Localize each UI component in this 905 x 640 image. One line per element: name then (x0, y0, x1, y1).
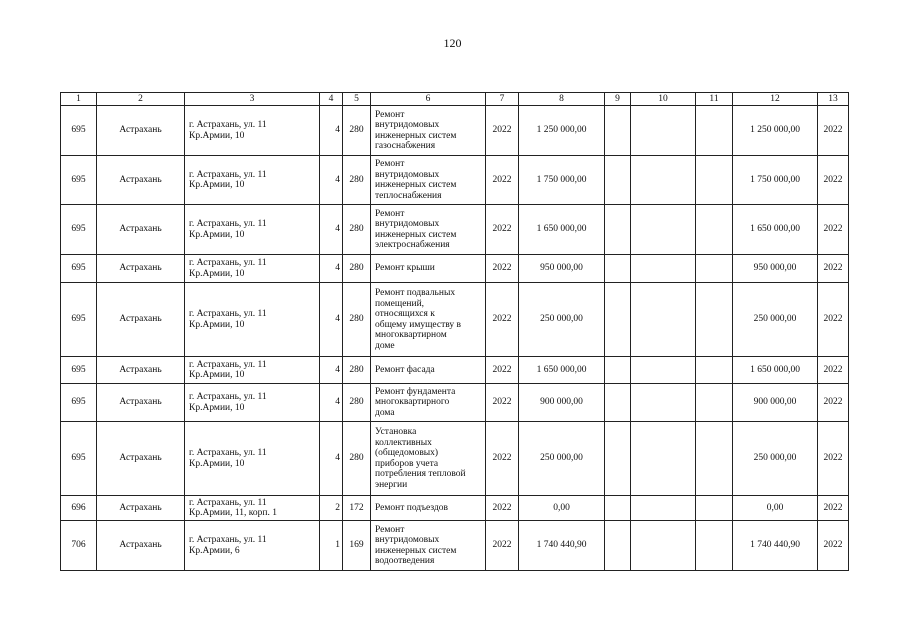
floors-cell: 4 (320, 255, 343, 283)
empty-cell (631, 384, 696, 422)
work-type-cell (371, 422, 486, 496)
work-type-line: Ремонт (375, 159, 405, 169)
completion-year-cell: 2022 (818, 496, 849, 521)
completion-year-cell: 2022 (818, 156, 849, 205)
year-cell: 2022 (486, 521, 519, 571)
total-cost-cell: 1 650 000,00 (733, 357, 818, 384)
apartments-cell: 280 (343, 205, 371, 255)
empty-cell (631, 357, 696, 384)
floors-cell: 4 (320, 205, 343, 255)
work-type-line: многоквартирном (375, 330, 447, 340)
empty-cell (696, 156, 733, 205)
city-cell: Астрахань (97, 422, 185, 496)
address-line: г. Астрахань, ул. 11 (189, 120, 267, 130)
work-type-line: внутридомовых (375, 169, 440, 180)
table-row (61, 255, 849, 283)
table-row (61, 422, 849, 496)
column-header: 9 (605, 93, 631, 106)
table-row (61, 205, 849, 255)
work-type-line: Ремонт (375, 524, 405, 535)
empty-cell (605, 496, 631, 521)
cost-cell: 250 000,00 (519, 283, 605, 357)
year-cell: 2022 (486, 357, 519, 384)
work-type-cell (371, 496, 486, 521)
address-line: г. Астрахань, ул. 11 (189, 169, 267, 180)
empty-cell (631, 255, 696, 283)
completion-year-cell: 2022 (818, 106, 849, 156)
city-cell: Астрахань (97, 357, 185, 384)
column-header: 7 (486, 93, 519, 106)
column-header: 13 (818, 93, 849, 106)
work-type-line: внутридомовых (375, 120, 440, 130)
table-row (61, 521, 849, 571)
column-header: 3 (185, 93, 320, 106)
cost-cell: 1 740 440,90 (519, 521, 605, 571)
work-type-line: Установка (375, 427, 417, 437)
address-line: г. Астрахань, ул. 11 (189, 258, 267, 268)
work-type-line: инженерных систем (375, 545, 457, 556)
floors-cell: 4 (320, 422, 343, 496)
work-type-line: (общедомовых) (375, 448, 439, 458)
apartments-cell: 172 (343, 496, 371, 521)
work-type-cell (371, 106, 486, 156)
work-type-line: помещений, (375, 298, 425, 309)
address-line: г. Астрахань, ул. 11 (189, 359, 267, 370)
city-cell: Астрахань (97, 255, 185, 283)
work-type-line: Ремонт крыши (375, 263, 435, 274)
total-cost-cell: 950 000,00 (733, 255, 818, 283)
cost-cell: 950 000,00 (519, 255, 605, 283)
address-line: г. Астрахань, ул. 11 (189, 497, 267, 508)
work-type-cell (371, 156, 486, 205)
cost-cell: 1 650 000,00 (519, 357, 605, 384)
work-type-line: многоквартирного (375, 397, 450, 408)
apartments-cell: 280 (343, 422, 371, 496)
empty-cell (605, 521, 631, 571)
address-line: Кр.Армии, 10 (189, 402, 245, 413)
work-type-cell (371, 384, 486, 422)
work-type-cell (371, 357, 486, 384)
table-row (61, 357, 849, 384)
work-type-cell (371, 255, 486, 283)
row-number-cell: 695 (61, 283, 97, 357)
work-type-line: внутридомовых (375, 219, 440, 229)
city-cell: Астрахань (97, 205, 185, 255)
address-line: Кр.Армии, 6 (189, 545, 240, 556)
header-row (61, 93, 849, 106)
empty-cell (696, 496, 733, 521)
work-type-line: доме (375, 340, 395, 351)
column-header: 5 (343, 93, 371, 106)
row-number-cell: 695 (61, 422, 97, 496)
cost-cell: 0,00 (519, 496, 605, 521)
address-cell (185, 255, 320, 283)
work-type-line: Ремонт подвальных (375, 288, 456, 298)
apartments-cell: 280 (343, 106, 371, 156)
total-cost-cell: 1 750 000,00 (733, 156, 818, 205)
empty-cell (631, 156, 696, 205)
address-line: г. Астрахань, ул. 11 (189, 219, 267, 229)
city-cell: Астрахань (97, 106, 185, 156)
column-header: 11 (696, 93, 733, 106)
work-type-line: инженерных систем (375, 130, 457, 141)
address-cell (185, 496, 320, 521)
address-cell (185, 384, 320, 422)
empty-cell (696, 255, 733, 283)
cost-cell: 250 000,00 (519, 422, 605, 496)
year-cell: 2022 (486, 255, 519, 283)
work-type-line: Ремонт фасада (375, 364, 435, 375)
address-line: г. Астрахань, ул. 11 (189, 392, 267, 402)
address-line: г. Астрахань, ул. 11 (189, 535, 267, 545)
completion-year-cell: 2022 (818, 357, 849, 384)
city-cell: Астрахань (97, 384, 185, 422)
work-type-cell (371, 205, 486, 255)
apartments-cell: 280 (343, 255, 371, 283)
work-type-line: общему имуществу в (375, 319, 462, 330)
address-line: Кр.Армии, 10 (189, 229, 245, 240)
completion-year-cell: 2022 (818, 384, 849, 422)
completion-year-cell: 2022 (818, 422, 849, 496)
total-cost-cell: 250 000,00 (733, 422, 818, 496)
table-row (61, 496, 849, 521)
work-type-cell (371, 283, 486, 357)
column-header: 10 (631, 93, 696, 106)
row-number-cell: 696 (61, 496, 97, 521)
floors-cell: 4 (320, 106, 343, 156)
work-type-line: приборов учета (375, 458, 439, 469)
completion-year-cell: 2022 (818, 521, 849, 571)
address-cell (185, 156, 320, 205)
cost-cell: 1 250 000,00 (519, 106, 605, 156)
city-cell: Астрахань (97, 496, 185, 521)
work-type-line: теплоснабжения (375, 190, 442, 201)
page-number: 120 (443, 36, 462, 50)
completion-year-cell: 2022 (818, 283, 849, 357)
empty-cell (605, 156, 631, 205)
work-type-line: Ремонт подъездов (375, 502, 449, 513)
address-cell (185, 357, 320, 384)
empty-cell (696, 283, 733, 357)
year-cell: 2022 (486, 106, 519, 156)
row-number-cell: 706 (61, 521, 97, 571)
empty-cell (631, 496, 696, 521)
empty-cell (605, 384, 631, 422)
year-cell: 2022 (486, 283, 519, 357)
year-cell: 2022 (486, 422, 519, 496)
empty-cell (696, 205, 733, 255)
address-cell (185, 422, 320, 496)
row-number-cell: 695 (61, 106, 97, 156)
address-cell (185, 283, 320, 357)
cost-cell: 1 750 000,00 (519, 156, 605, 205)
floors-cell: 2 (320, 496, 343, 521)
column-header: 1 (61, 93, 97, 106)
address-line: Кр.Армии, 10 (189, 370, 245, 380)
work-type-line: электроснабжения (375, 240, 450, 250)
work-type-line: Ремонт фундамента (375, 386, 456, 397)
work-type-line: Ремонт (375, 208, 405, 219)
address-line: Кр.Армии, 10 (189, 268, 245, 279)
total-cost-cell: 1 740 440,90 (733, 521, 818, 571)
completion-year-cell: 2022 (818, 205, 849, 255)
empty-cell (696, 384, 733, 422)
empty-cell (605, 106, 631, 156)
year-cell: 2022 (486, 156, 519, 205)
empty-cell (605, 357, 631, 384)
floors-cell: 4 (320, 357, 343, 384)
column-header: 4 (320, 93, 343, 106)
work-type-line: относящихся к (375, 309, 435, 319)
apartments-cell: 280 (343, 156, 371, 205)
floors-cell: 4 (320, 156, 343, 205)
work-type-line: водоотведения (375, 556, 435, 566)
total-cost-cell: 1 250 000,00 (733, 106, 818, 156)
empty-cell (696, 422, 733, 496)
address-line: Кр.Армии, 11, корп. 1 (189, 508, 277, 518)
table-row (61, 156, 849, 205)
empty-cell (631, 106, 696, 156)
address-cell (185, 521, 320, 571)
work-type-line: Ремонт (375, 109, 405, 120)
address-line: г. Астрахань, ул. 11 (189, 309, 267, 319)
capital-repair-table (60, 92, 849, 571)
work-type-line: энергии (375, 479, 408, 490)
empty-cell (605, 255, 631, 283)
city-cell: Астрахань (97, 521, 185, 571)
empty-cell (696, 521, 733, 571)
cost-cell: 900 000,00 (519, 384, 605, 422)
apartments-cell: 169 (343, 521, 371, 571)
total-cost-cell: 250 000,00 (733, 283, 818, 357)
year-cell: 2022 (486, 384, 519, 422)
work-type-line: коллективных (375, 437, 432, 448)
empty-cell (631, 521, 696, 571)
column-header: 2 (97, 93, 185, 106)
floors-cell: 4 (320, 384, 343, 422)
row-number-cell: 695 (61, 205, 97, 255)
work-type-line: газоснабжения (375, 141, 436, 151)
floors-cell: 4 (320, 283, 343, 357)
table-row (61, 283, 849, 357)
empty-cell (605, 283, 631, 357)
city-cell: Астрахань (97, 156, 185, 205)
work-type-line: потребления тепловой (375, 469, 466, 479)
work-type-cell (371, 521, 486, 571)
empty-cell (696, 357, 733, 384)
table-row (61, 384, 849, 422)
row-number-cell: 695 (61, 255, 97, 283)
floors-cell: 1 (320, 521, 343, 571)
address-line: Кр.Армии, 10 (189, 319, 245, 330)
total-cost-cell: 0,00 (733, 496, 818, 521)
row-number-cell: 695 (61, 156, 97, 205)
apartments-cell: 280 (343, 283, 371, 357)
apartments-cell: 280 (343, 357, 371, 384)
column-header: 6 (371, 93, 486, 106)
empty-cell (605, 205, 631, 255)
table-row (61, 106, 849, 156)
address-line: Кр.Армии, 10 (189, 130, 245, 141)
address-line: г. Астрахань, ул. 11 (189, 448, 267, 458)
table-body (61, 106, 849, 571)
address-cell (185, 106, 320, 156)
total-cost-cell: 1 650 000,00 (733, 205, 818, 255)
empty-cell (605, 422, 631, 496)
completion-year-cell: 2022 (818, 255, 849, 283)
work-type-line: дома (375, 407, 395, 418)
empty-cell (696, 106, 733, 156)
city-cell: Астрахань (97, 283, 185, 357)
address-cell (185, 205, 320, 255)
row-number-cell: 695 (61, 357, 97, 384)
work-type-line: инженерных систем (375, 180, 457, 190)
work-type-line: инженерных систем (375, 229, 457, 240)
cost-cell: 1 650 000,00 (519, 205, 605, 255)
empty-cell (631, 205, 696, 255)
column-header: 8 (519, 93, 605, 106)
column-header: 12 (733, 93, 818, 106)
work-type-line: внутридомовых (375, 535, 440, 545)
address-line: Кр.Армии, 10 (189, 180, 245, 190)
empty-cell (631, 283, 696, 357)
total-cost-cell: 900 000,00 (733, 384, 818, 422)
year-cell: 2022 (486, 496, 519, 521)
year-cell: 2022 (486, 205, 519, 255)
row-number-cell: 695 (61, 384, 97, 422)
empty-cell (631, 422, 696, 496)
address-line: Кр.Армии, 10 (189, 458, 245, 469)
apartments-cell: 280 (343, 384, 371, 422)
